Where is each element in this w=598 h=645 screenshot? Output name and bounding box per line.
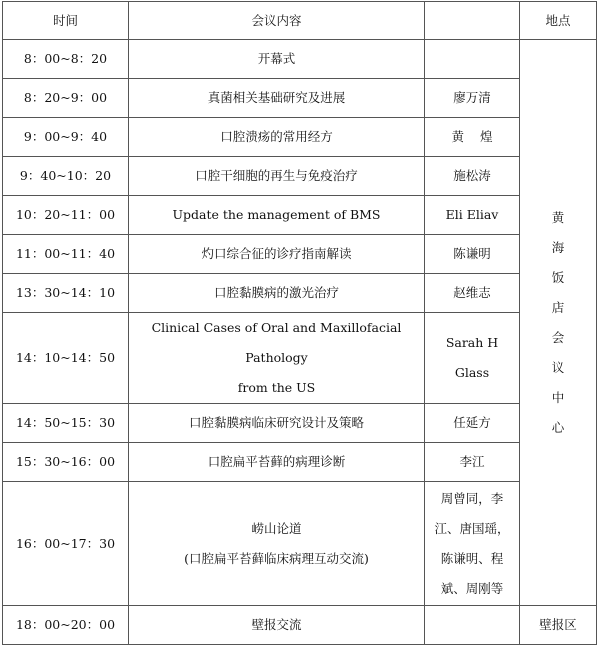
header-row (3, 2, 597, 40)
schedule-row (3, 40, 597, 79)
speaker-cell: 任延方 (425, 404, 520, 443)
time-cell: 15：30~16：00 (3, 443, 129, 482)
schedule-row (3, 404, 597, 443)
time-cell: 10：20~11：00 (3, 196, 129, 235)
topic-cell: 口腔扁平苔藓的病理诊断 (129, 443, 425, 482)
schedule-table (2, 1, 597, 645)
schedule-row (3, 606, 597, 645)
venue-char: 黄 (551, 209, 565, 225)
speaker-cell: Eli Eliav (425, 196, 520, 235)
topic-cell (129, 313, 425, 404)
speaker-cell (425, 606, 520, 645)
speaker-line: 江、唐国瑶， (434, 520, 510, 536)
time-cell: 11：00~11：40 (3, 235, 129, 274)
time-cell: 18：00~20：00 (3, 606, 129, 645)
speaker-cell (425, 482, 520, 606)
speaker-line: Sarah H (445, 335, 499, 350)
topic-cell: 壁报交流 (129, 606, 425, 645)
topic-cell: 灼口综合征的诊疗指南解读 (129, 235, 425, 274)
speaker-cell: 黄 煌 (425, 118, 520, 157)
schedule-row (3, 274, 597, 313)
venue-char: 会 (551, 329, 565, 345)
topic-line: Clinical Cases of Oral and Maxillofacial Pathology (151, 320, 402, 365)
time-cell: 9：40~10：20 (3, 157, 129, 196)
topic-line: from the US (237, 380, 316, 395)
time-cell: 16：00~17：30 (3, 482, 129, 606)
topic-cell: 开幕式 (129, 40, 425, 79)
speaker-line: 周曾同，李 (440, 490, 504, 506)
speaker-line: 斌、周刚等 (440, 580, 504, 596)
speaker-line: 陈谦明、程 (440, 550, 504, 566)
topic-cell: 口腔溃疡的常用经方 (129, 118, 425, 157)
venue-char: 店 (551, 299, 565, 315)
schedule-row (3, 118, 597, 157)
time-cell: 9：00~9：40 (3, 118, 129, 157)
venue-char: 心 (551, 419, 565, 435)
topic-cell: 口腔黏膜病临床研究设计及策略 (129, 404, 425, 443)
schedule-row (3, 313, 597, 404)
topic-cell (129, 482, 425, 606)
speaker-cell: 赵维志 (425, 274, 520, 313)
venue-poster-cell: 壁报区 (520, 606, 597, 645)
time-cell: 13：30~14：10 (3, 274, 129, 313)
topic-line: 崂山论道 (251, 520, 302, 536)
speaker-cell (425, 40, 520, 79)
schedule-row (3, 157, 597, 196)
time-cell: 14：10~14：50 (3, 313, 129, 404)
schedule-row (3, 235, 597, 274)
topic-cell: 口腔干细胞的再生与免疫治疗 (129, 157, 425, 196)
header-venue: 地点 (520, 2, 597, 40)
venue-char: 饭 (551, 269, 565, 285)
topic-cell: 口腔黏膜病的激光治疗 (129, 274, 425, 313)
header-time: 时间 (3, 2, 129, 40)
header-speaker (425, 2, 520, 40)
time-cell: 14：50~15：30 (3, 404, 129, 443)
schedule-row (3, 79, 597, 118)
time-cell: 8：20~9：00 (3, 79, 129, 118)
schedule-row (3, 482, 597, 606)
time-cell: 8：00~8：20 (3, 40, 129, 79)
speaker-cell: 施松涛 (425, 157, 520, 196)
speaker-cell: 李江 (425, 443, 520, 482)
venue-char: 海 (551, 239, 565, 255)
venue-char: 议 (551, 359, 565, 375)
header-content: 会议内容 (129, 2, 425, 40)
schedule-row (3, 196, 597, 235)
topic-cell: 真菌相关基础研究及进展 (129, 79, 425, 118)
venue-char: 中 (551, 389, 565, 405)
venue-main-cell (520, 40, 597, 606)
speaker-cell (425, 313, 520, 404)
speaker-cell: 陈谦明 (425, 235, 520, 274)
schedule-row (3, 443, 597, 482)
speaker-line: Glass (454, 365, 490, 380)
topic-cell: Update the management of BMS (129, 196, 425, 235)
topic-line: (口腔扁平苔藓临床病理互动交流) (184, 550, 369, 566)
speaker-cell: 廖万清 (425, 79, 520, 118)
